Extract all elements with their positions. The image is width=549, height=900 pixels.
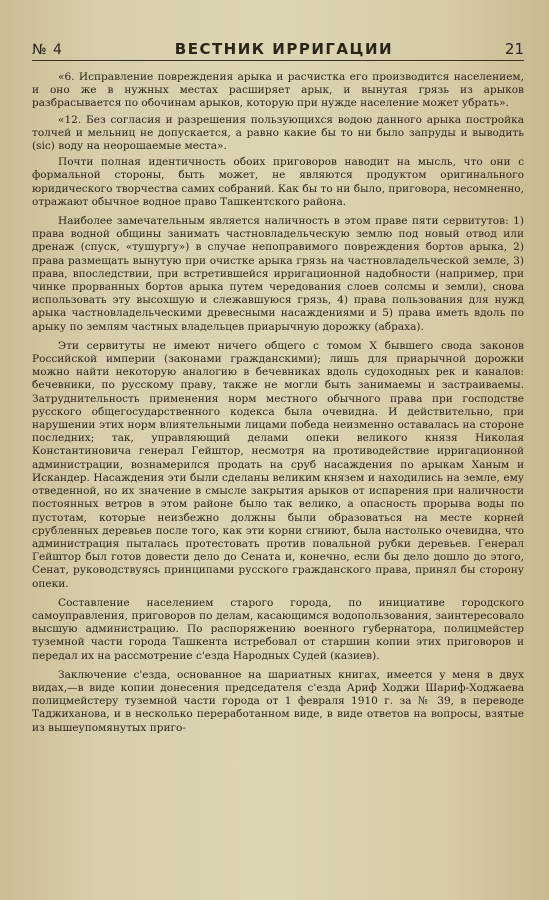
- paragraph-servitudes: Наиболее замечательным является наличность в этом праве пяти сервитутов: 1) права водной общины занимать частновладельческую землю под новый отвод или дренаж (спуск, «тушургу») в случае непоправимого повреждения бортов арыка, 2) права размещать вынутую при очистке арыка грязь на частновладельческой земле, 3) права, впоследствии, при встретившейся ирригационной надобности (например, при чинке прорванных бортов арыка путем чередования слоев солсмы и земли), снова использовать эту высохшую и слежавшуюся грязь, 4) права пользования для нужд арыка частновладельческими древесными насаждениями и 5) права иметь вдоль по арыку по землям частных владельцев приарычную дорожку (абраха).: [32, 215, 524, 333]
- paragraph-congress-conclusion: Заключение с'езда, основанное на шариатных книгах, имеется у меня в двух видах,—в виде копии донесения председателя с'езда Ариф Ходжи Шариф-Ходжаева полицмейстеру туземной части города от 1 февраля 1910 г. за № 39, в переводе Таджиханова, и в несколько переработанном виде, в виде ответов на вопросы, взятые из вышеупомянутых приго-: [32, 668, 524, 734]
- page-header: [32, 40, 524, 61]
- paragraph-quote-6: «6. Исправление повреждения арыка и расчистка его производится населением, и оно же в нужных местах расширяет арык, и вынутая грязь из арыков разбрасывается по обочинам арыков, которую при нужде население может убрать».: [32, 71, 524, 110]
- issue-number: № 4: [32, 42, 63, 58]
- journal-title: ВЕСТНИК ИРРИГАЦИИ: [174, 40, 394, 58]
- paragraph-quote-12: «12. Без согласия и разрешения пользующихся водою данного арыка постройка толчей и мельниц не допускается, а равно какие бы то ни было запруды и выводить (sic) воду на неорошаемые места».: [32, 113, 524, 153]
- article-body: [32, 71, 524, 735]
- paragraph-administration: Составление населением старого города, по инициативе городского самоуправления, приговоров по делам, касающимся водопользования, заинтересовало высшую администрацию. По распоряжению военного губернатора, полицмейстер туземной части города Ташкента истребовал от старшин копии этих приговоров и передал их на рассмотрение с'езда Народных Судей (казиев).: [32, 596, 524, 662]
- page-number: 21: [504, 40, 524, 58]
- paragraph-russian-law: Эти сервитуты не имеют ничего общего с томом X бывшего свода законов Российской империи (законами гражданскими); лишь для приарычной дорожки можно найти некоторую аналогию в бечевниках вдоль судоходных рек и каналов: бечевники, по русскому праву, также не могли быть занимаемы и застраиваемы. Затруднительность применения норм местного обычного права при господстве русского общегосударственного кодекса была очевидна. И действительно, при нарушении этих норм влиятельными лицами победа неизменно оставалась на стороне последних; так, управляющий делами опеки великого князя Николая Константиновича генерал Гейштор, несмотря на противодействие ирригационной администрации, вознамерился продать на сруб насаждения по арыкам Ханым и Искандер. Насаждения эти были сделаны великим князем и находились на земле, ему отведенной, но их значение в смысле закрытия арыков от испарения при наличности постоянных ветров в этом районе было так велико, а опасность прорыва воды по пустотам, которые неизбежно должны были образоваться на месте корней срубленных деревьев после того, как эти корни сгниют, была настолько очевидна, что администрация пыталась протестовать против повальной рубки деревьев. Генерал Гейштор был готов довести дело до Сената и, конечно, если бы дело дошло до этого, Сенат, руководствуясь принципами русского гражданского права, принял бы сторону опеки.: [32, 339, 524, 590]
- paragraph-identity: Почти полная идентичность обоих приговоров наводит на мысль, что они с формальной стороны, быть может, не являются продуктом оригинального юридического творчества самих собраний. Как бы то ни было, приговора, несомненно, отражают обычное водное право Ташкентского района.: [32, 156, 524, 208]
